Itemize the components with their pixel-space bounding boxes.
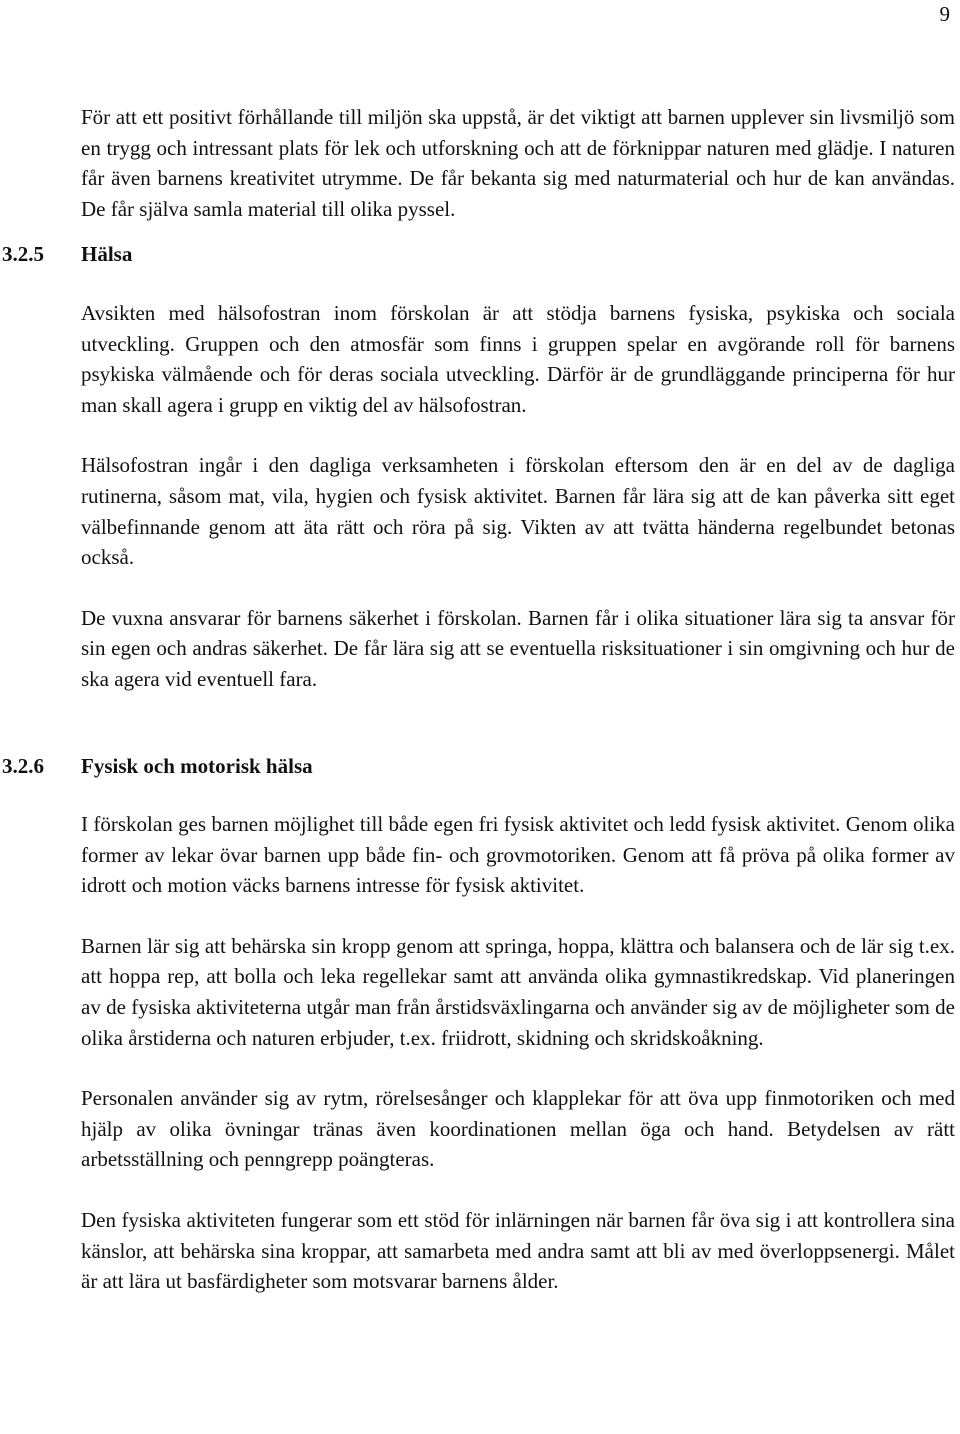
- paragraph: Hälsofostran ingår i den dagliga verksamheten i förskolan eftersom den är en del av de dagliga rutinerna, såsom mat, vila, hygien och fysisk aktivitet. Barnen får lära sig att de kan påverka sitt eget välbefinnande genom att äta rätt och röra på sig. Vikten av att tvätta händerna regelbundet betonas också.: [81, 453, 955, 570]
- intro-paragraph: För att ett positivt förhållande till miljön ska uppstå, är det viktigt att barnen upplever sin livsmiljö som en trygg och intressant plats för lek och utforskning och att de förknippar naturen med glädje. I naturen får även barnens kreativitet utrymme. De får bekanta sig med naturmaterial och hur de kan användas. De får själva samla material till olika pyssel.: [81, 105, 955, 221]
- paragraph: Avsikten med hälsofostran inom förskolan är att stödja barnens fysiska, psykiska och sociala utveckling. Gruppen och den atmosfär som finns i gruppen spelar en avgörande roll för barnens psykiska välmående och för deras sociala utveckling. Därför är de grundläggande principerna för hur man skall agera i grupp en viktig del av hälsofostran.: [81, 300, 955, 417]
- section-heading-health: [2, 239, 955, 270]
- paragraph: Personalen använder sig av rytm, rörelsesånger och klapplekar för att öva upp finmotoriken och med hjälp av olika övningar tränas även koordinationen mellan öga och hand. Betydelsen av rätt arbetsställning och penngrepp poängteras.: [81, 1086, 955, 1172]
- section-number: 3.2.6: [2, 753, 44, 778]
- paragraph: I förskolan ges barnen möjlighet till både egen fri fysisk aktivitet och ledd fysisk aktivitet. Genom olika former av lekar övar barnen upp både fin- och grovmotoriken. Genom att få pröva på olika former av idrott och motion väcks barnens intresse för fysisk aktivitet.: [81, 812, 955, 898]
- section-number: 3.2.5: [2, 242, 44, 267]
- document-body: [2, 102, 955, 1297]
- section-title: Fysisk och motorisk hälsa: [81, 753, 313, 778]
- section-title: Hälsa: [81, 242, 133, 267]
- page-number: 9: [939, 2, 950, 26]
- section-heading-motor: [2, 751, 955, 782]
- paragraph: De vuxna ansvarar för barnens säkerhet i förskolan. Barnen får i olika situationer lära sig ta ansvar för sin egen och andras säkerhet. De får lära sig att se eventuella risksituationer i sin omgivning och hur de ska agera vid eventuell fara.: [81, 605, 955, 691]
- paragraph: Barnen lär sig att behärska sin kropp genom att springa, hoppa, klättra och balansera och de lär sig t.ex. att hoppa rep, att bolla och leka regellekar samt att använda olika gymnastikredskap. Vid planeringen av de fysiska aktiviteterna utgår man från årstidsväxlingarna och använder sig av de möjligheter som de olika årstiderna och naturen erbjuder, t.ex. friidrott, skidning och skridskoåkning.: [81, 933, 955, 1050]
- paragraph: Den fysiska aktiviteten fungerar som ett stöd för inlärningen när barnen får öva sig i att kontrollera sina känslor, att behärska sina kroppar, att samarbeta med andra samt att bli av med överloppsenergi. Målet är att lära ut basfärdigheter som motsvarar barnens ålder.: [81, 1208, 955, 1294]
